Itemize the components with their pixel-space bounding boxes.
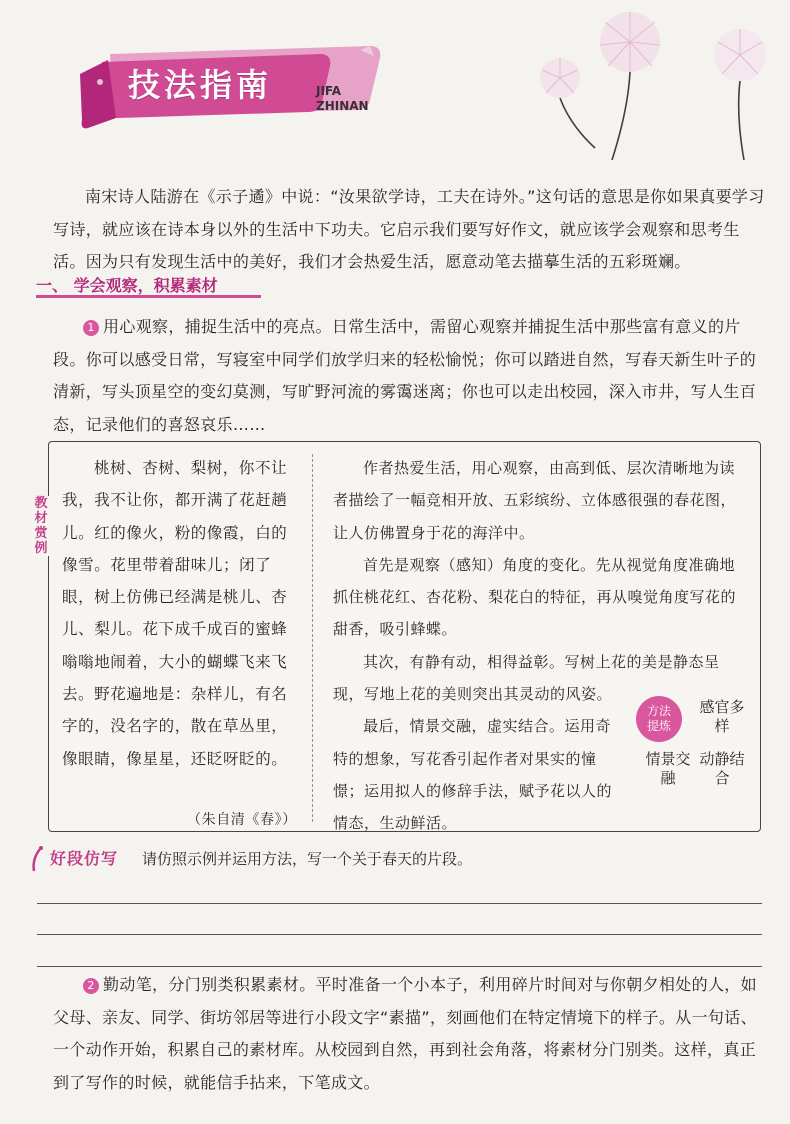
- method-badge-line1: 方法: [646, 704, 671, 718]
- writing-line[interactable]: [37, 966, 762, 967]
- section-banner: [70, 40, 370, 126]
- section-heading: [36, 273, 286, 301]
- excerpt-column: [62, 452, 302, 828]
- point-2-paragraph: [53, 969, 765, 1099]
- dandelion-decoration: [500, 0, 790, 170]
- analysis-paragraph: 最后，情景交融，虚实结合。运用奇特的想象，写花香引起作者对果实的憧憬；运用拟人的修辞手法，赋予花以人的情态，生动鲜活。: [333, 717, 613, 833]
- method-badge-line2: 提炼: [646, 719, 671, 733]
- imitation-prompt: [30, 845, 770, 875]
- column-divider: [312, 454, 313, 822]
- method-item: 感官多样: [699, 698, 745, 735]
- imitation-tag: 好段仿写: [50, 849, 119, 868]
- point-1-number: 1: [83, 320, 99, 336]
- point-1-paragraph: [53, 311, 765, 441]
- excerpt-source: （朱自清《春》）: [187, 812, 297, 828]
- intro-paragraph: 南宋诗人陆游在《示子遹》中说：“汝果欲学诗，工夫在诗外。”这句话的意思是你如果真要学习写诗，就应该在诗本身以外的生活中下功夫。它启示我们要写好作文，就应该学会观察和思考生活。因为只有发现生活中的美好，我们才会热爱生活，愿意动笔去描摹生活的五彩斑斓。: [53, 187, 765, 271]
- imitation-prompt-text: 请仿照示例并运用方法，写一个关于春天的片段。: [142, 850, 473, 868]
- banner-sub-line2: ZHINAN: [316, 99, 369, 113]
- pen-icon: [30, 845, 50, 873]
- analysis-paragraph: 作者热爱生活，用心观察，由高到低、层次清晰地为读者描绘了一幅竞相开放、五彩缤纷、立体感很强的春花图，让人仿佛置身于花的海洋中。: [333, 459, 737, 542]
- method-item: 情景交融: [645, 750, 691, 787]
- point-1-text: 用心观察，捕捉生活中的亮点。日常生活中，需留心观察并捕捉生活中那些富有意义的片段。你可以感受日常，写寝室中同学们放学归来的轻松愉悦；你可以踏进自然，写春天新生叶子的清新，写头顶星空的变幻莫测，写旷野河流的雾霭迷离；你也可以走出校园，深入市井，写人生百态，记录他们的喜怒哀乐……: [53, 317, 757, 434]
- banner-title: 技法指南: [128, 66, 273, 104]
- appreciation-tag: 教材赏例: [31, 496, 51, 556]
- appreciation-box: [34, 441, 761, 833]
- writing-line[interactable]: [37, 903, 762, 904]
- section-heading-label: 一、 学会观察，积累素材: [36, 276, 218, 295]
- excerpt-text: 桃树、杏树、梨树，你不让我，我不让你，都开满了花赶趟儿。红的像火，粉的像霞，白的像雪。花里带着甜味儿；闭了眼，树上仿佛已经满是桃儿、杏儿、梨儿。花下成千成百的蜜蜂嗡嗡地闹着，大小的蝴蝶飞来飞去。野花遍地是：杂样儿，有名字的，没名字的，散在草丛里，像眼睛，像星星，还眨呀眨的。: [62, 459, 288, 768]
- banner-sub-line1: JIFA: [316, 84, 342, 98]
- method-badge: [636, 696, 682, 742]
- writing-line[interactable]: [37, 934, 762, 935]
- analysis-paragraph: 首先是观察（感知）角度的变化。先从视觉角度准确地抓住桃花红、杏花粉、梨花白的特征，再从嗅觉角度写花的甜香，吸引蜂蝶。: [333, 555, 737, 639]
- analysis-paragraph: 其次，有静有动，相得益彰。写树上花的美是静态呈现，写地上花的美则突出其灵动的风姿。: [333, 652, 720, 704]
- point-2-text: 勤动笔，分门别类积累素材。平时准备一个小本子，利用碎片时间对与你朝夕相处的人，如父母、亲友、同学、街坊邻居等进行小段文字“素描”，刻画他们在特定情境下的样子。从一句话、一个动作开始，积累自己的素材库。从校园到自然，再到社会角落，将素材分门别类。这样，真正到了写作的时候，就能信手拈来，下笔成文。: [53, 975, 758, 1092]
- banner-subtitle: [316, 84, 369, 114]
- method-item: 动静结合: [699, 750, 745, 787]
- point-2-number: 2: [83, 978, 99, 994]
